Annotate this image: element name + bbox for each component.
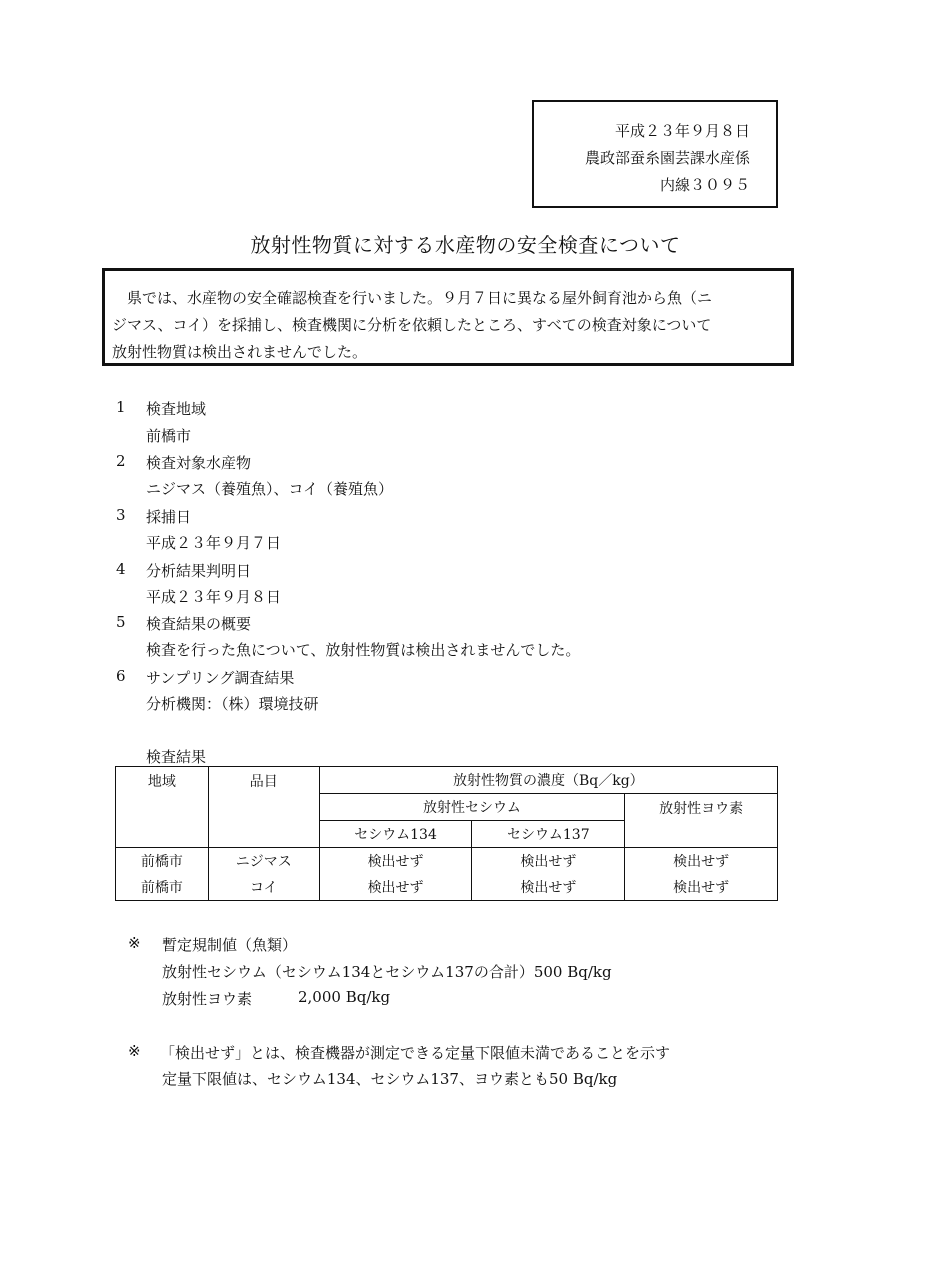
- table-caption: 検査結果: [146, 748, 207, 766]
- item-value: ニジマス（養殖魚）、コイ（養殖魚）: [146, 480, 394, 498]
- item-heading: 検査結果の概要: [146, 615, 252, 633]
- cell-cs134: 検出せず: [319, 848, 472, 875]
- item-value: 前橋市: [146, 427, 192, 445]
- cell-cs137: 検出せず: [472, 874, 625, 901]
- summary-line: ジマス、コイ）を採捕し、検査機関に分析を依頼したところ、すべての検査対象について: [112, 316, 712, 334]
- table-row: [116, 874, 778, 901]
- item-number: 2: [116, 452, 126, 470]
- note1-cesium: 放射性セシウム（セシウム134とセシウム137の合計）500 Bq/kg: [162, 963, 612, 981]
- issue-date: 平成２３年９月８日: [614, 122, 750, 140]
- item-heading: サンプリング調査結果: [146, 669, 295, 687]
- item-value: 平成２３年９月７日: [146, 534, 282, 552]
- department: 農政部蚕糸園芸課水産係: [584, 149, 750, 167]
- item-heading: 分析結果判明日: [146, 562, 252, 580]
- header-item: 品目: [208, 767, 319, 848]
- note1-title: 暫定規制値（魚類）: [162, 936, 298, 954]
- note1-iodine-value: 2,000 Bq/kg: [298, 988, 391, 1006]
- item-value: 検査を行った魚について、放射性物質は検出されませんでした。: [146, 641, 581, 659]
- header-iodine: 放射性ヨウ素: [625, 794, 778, 848]
- item-number: 6: [116, 667, 126, 685]
- note-mark: ※: [128, 934, 141, 952]
- cell-cs137: 検出せず: [472, 848, 625, 875]
- cell-item: ニジマス: [208, 848, 319, 875]
- item-number: 4: [116, 560, 126, 578]
- cell-cs134: 検出せず: [319, 874, 472, 901]
- header-region: 地域: [116, 767, 209, 848]
- item-value: 平成２３年９月８日: [146, 588, 282, 606]
- extension-number: 内線３０９５: [659, 176, 750, 194]
- item-number: 3: [116, 506, 126, 524]
- header-concentration: 放射性物質の濃度（Bq／kg）: [319, 767, 777, 794]
- cell-iodine: 検出せず: [625, 874, 778, 901]
- summary-line: 県では、水産物の安全確認検査を行いました。９月７日に異なる屋外飼育池から魚（ニ: [127, 289, 713, 307]
- header-cs137: セシウム137: [472, 821, 625, 848]
- cell-region: 前橋市: [116, 848, 209, 875]
- item-number: 1: [116, 398, 126, 416]
- note2-line2: 定量下限値は、セシウム134、セシウム137、ヨウ素とも50 Bq/kg: [162, 1070, 618, 1088]
- note2-line1: 「検出せず」とは、検査機器が測定できる定量下限値未満であることを示す: [160, 1044, 671, 1062]
- item-value: 分析機関：（株）環境技研: [146, 695, 319, 713]
- summary-line: 放射性物質は検出されませんでした。: [112, 343, 368, 361]
- table-row: [116, 848, 778, 875]
- note1-iodine-label: 放射性ヨウ素: [162, 990, 253, 1008]
- document-title: 放射性物質に対する水産物の安全検査について: [250, 233, 681, 257]
- cell-iodine: 検出せず: [625, 848, 778, 875]
- cell-item: コイ: [208, 874, 319, 901]
- note-mark: ※: [128, 1042, 141, 1060]
- item-heading: 検査地域: [146, 400, 207, 418]
- summary-box: [102, 268, 794, 366]
- item-number: 5: [116, 613, 126, 631]
- results-table: [115, 766, 778, 901]
- header-cs134: セシウム134: [319, 821, 472, 848]
- cell-region: 前橋市: [116, 874, 209, 901]
- item-heading: 検査対象水産物: [146, 454, 252, 472]
- item-heading: 採捕日: [146, 508, 192, 526]
- header-info-box: [532, 100, 778, 208]
- header-cesium: 放射性セシウム: [319, 794, 625, 821]
